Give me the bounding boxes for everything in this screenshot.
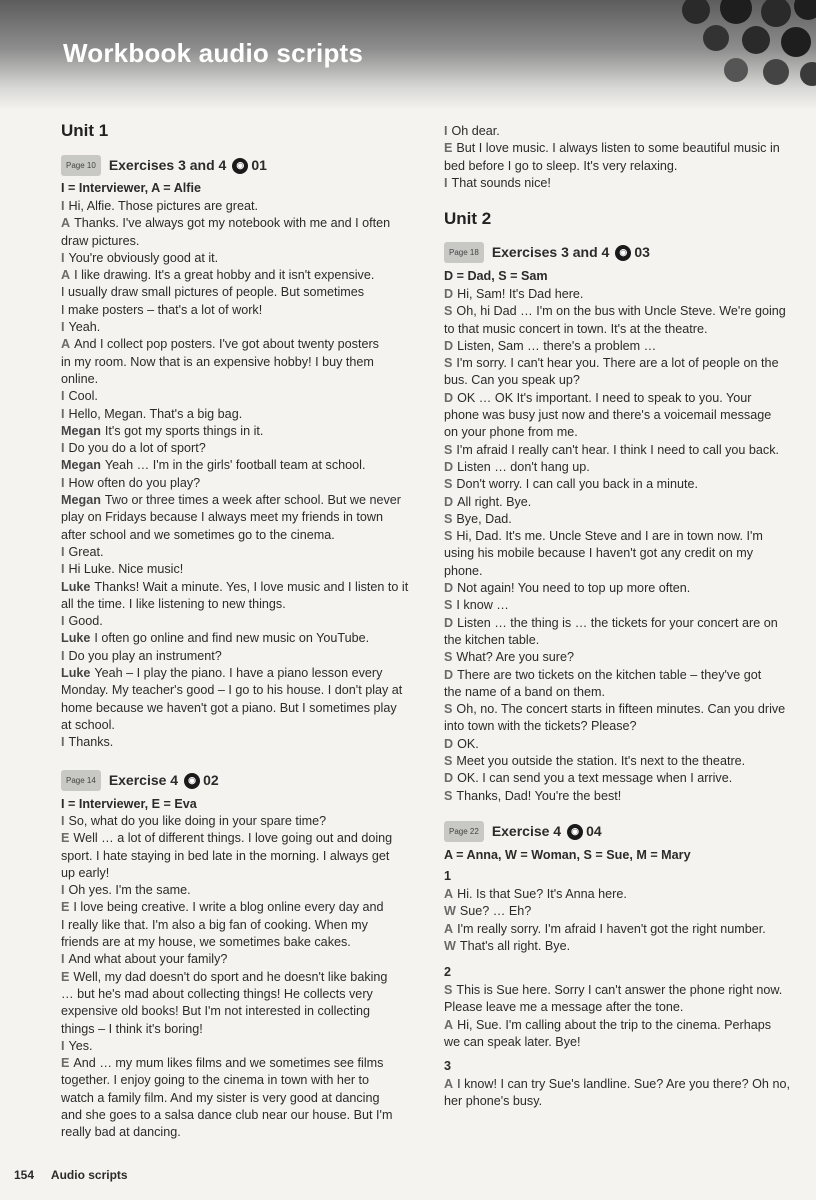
line-text: So, what do you like doing in your spare time? bbox=[68, 814, 327, 828]
dialogue-part-2 bbox=[444, 982, 782, 1051]
speaker-label: I bbox=[61, 199, 65, 213]
speaker-label: I bbox=[61, 1038, 65, 1053]
script-line bbox=[61, 700, 408, 717]
line-text: Two or three times a week after school. But we never bbox=[104, 493, 401, 508]
line-text: Hi, Sue. I'm calling about the trip to the cinema. Perhaps bbox=[457, 1017, 772, 1032]
line-text: I like drawing. It's a great hobby and it isn't expensive. bbox=[74, 268, 375, 283]
script-line bbox=[61, 596, 408, 613]
script-line bbox=[444, 921, 766, 938]
exercise-title: Exercises 3 and 4 bbox=[108, 157, 227, 173]
speaker-label: E bbox=[61, 1056, 70, 1071]
line-text: Bye, Dad. bbox=[456, 511, 512, 526]
speaker-label: I bbox=[61, 475, 65, 490]
script-line bbox=[444, 372, 786, 389]
line-text: I'm afraid I really can't hear. I think I need to call you back. bbox=[456, 442, 780, 457]
line-text: watch a family film. And my sister is very good at dancing bbox=[61, 1090, 380, 1105]
part-number: 3 bbox=[444, 1059, 452, 1073]
speaker-label: E bbox=[61, 969, 70, 984]
speaker-label: D bbox=[444, 390, 454, 405]
speaker-label: E bbox=[61, 831, 70, 846]
speaker-label: Luke bbox=[61, 666, 91, 681]
speaker-label: I bbox=[61, 735, 65, 750]
speaker-label: S bbox=[444, 702, 453, 717]
script-line bbox=[61, 423, 408, 440]
script-line bbox=[61, 215, 408, 232]
script-line bbox=[61, 544, 408, 561]
line-text: That sounds nice! bbox=[451, 175, 551, 190]
script-line bbox=[61, 917, 392, 934]
line-text: we can speak later. Bye! bbox=[444, 1034, 581, 1049]
line-text: This is Sue here. Sorry I can't answer the phone right now. bbox=[456, 983, 783, 997]
script-line bbox=[61, 406, 408, 423]
track-number: 01 bbox=[251, 157, 267, 173]
speaker-label: S bbox=[444, 983, 453, 997]
line-text: That's all right. Bye. bbox=[459, 938, 571, 953]
script-line bbox=[444, 303, 786, 320]
script-line bbox=[61, 492, 408, 509]
script-line bbox=[61, 250, 408, 267]
script-line bbox=[444, 286, 786, 303]
script-line bbox=[444, 684, 786, 701]
line-text: to that music concert in town. It's at the theatre. bbox=[444, 321, 708, 336]
line-text: together. I enjoy going to the cinema in town with her to bbox=[61, 1073, 370, 1088]
script-line bbox=[444, 476, 786, 493]
line-text: Hi, Alfie. Those pictures are great. bbox=[68, 199, 258, 213]
line-text: online. bbox=[61, 371, 99, 386]
page-tag: Page 22 bbox=[444, 821, 484, 842]
script-line bbox=[444, 459, 786, 476]
line-text: I know … bbox=[456, 598, 509, 613]
script-line bbox=[61, 1107, 392, 1124]
script-line bbox=[61, 579, 408, 596]
script-line bbox=[61, 865, 392, 882]
speaker-label: S bbox=[444, 477, 453, 492]
speaker-label: Megan bbox=[61, 458, 101, 473]
speaker-label: W bbox=[444, 904, 456, 919]
speaker-label: Megan bbox=[61, 423, 101, 438]
line-text: Yeah. bbox=[68, 320, 101, 335]
line-text: at school. bbox=[61, 717, 115, 732]
script-line bbox=[61, 284, 408, 301]
decorative-circles bbox=[636, 0, 816, 100]
script-line bbox=[444, 407, 786, 424]
script-line bbox=[61, 388, 408, 405]
script-line bbox=[61, 934, 392, 951]
exercise-title: Exercise 4 bbox=[108, 772, 179, 788]
script-line bbox=[61, 1055, 392, 1072]
part-number: 2 bbox=[444, 965, 452, 979]
part-number: 1 bbox=[444, 869, 452, 883]
line-text: Hi Luke. Nice music! bbox=[68, 562, 184, 577]
track-number: 03 bbox=[634, 244, 650, 260]
line-text: I often go online and find new music on YouTube. bbox=[94, 631, 370, 646]
line-text: How often do you play? bbox=[68, 475, 201, 490]
script-line bbox=[444, 442, 786, 459]
page-number: 154 bbox=[14, 1168, 35, 1182]
speaker-label: Luke bbox=[61, 579, 91, 594]
speaker-label: D bbox=[444, 736, 454, 751]
line-text: the kitchen table. bbox=[444, 632, 540, 647]
speaker-label: A bbox=[444, 1077, 454, 1091]
speaker-label: Megan bbox=[61, 493, 101, 508]
line-text: phone was busy just now and there's a voicemail message bbox=[444, 408, 772, 423]
line-text: I make posters – that's a lot of work! bbox=[61, 302, 263, 317]
script-line bbox=[444, 321, 786, 338]
speaker-label: I bbox=[444, 124, 448, 138]
speaker-label: I bbox=[61, 320, 65, 335]
script-line bbox=[61, 682, 408, 699]
script-line bbox=[444, 1076, 790, 1093]
line-text: using his mobile because I haven't got any credit on my bbox=[444, 546, 754, 561]
line-text: Listen … don't hang up. bbox=[457, 459, 590, 474]
line-text: OK. I can send you a text message when I arrive. bbox=[457, 771, 733, 786]
track-number: 04 bbox=[586, 823, 602, 839]
script-line bbox=[61, 1038, 392, 1055]
script-line bbox=[444, 123, 780, 140]
script-line bbox=[444, 999, 782, 1016]
speaker-label: I bbox=[61, 883, 65, 898]
exercise-heading-3 bbox=[444, 242, 650, 263]
script-line bbox=[61, 986, 392, 1003]
line-text: Thanks, Dad! You're the best! bbox=[456, 788, 622, 803]
script-line bbox=[444, 938, 766, 955]
script-line bbox=[444, 667, 786, 684]
script-line bbox=[61, 1090, 392, 1107]
line-text: Don't worry. I can call you back in a minute. bbox=[456, 477, 698, 492]
line-text: Listen … the thing is … the tickets for your concert are on bbox=[457, 615, 778, 630]
line-text: Thanks. bbox=[68, 735, 114, 750]
page-title: Workbook audio scripts bbox=[63, 38, 364, 68]
script-line bbox=[61, 951, 392, 968]
script-line bbox=[444, 886, 766, 903]
speaker-key: I = Interviewer, A = Alfie bbox=[61, 181, 201, 195]
line-text: And I collect pop posters. I've got about twenty posters bbox=[74, 337, 379, 352]
line-text: Listen, Sam … there's a problem … bbox=[457, 338, 657, 353]
line-text: Well, my dad doesn't do sport and he doesn't like baking bbox=[73, 969, 388, 984]
script-line bbox=[61, 371, 408, 388]
line-text: and she goes to a salsa dance club near our house. But I'm bbox=[61, 1108, 393, 1123]
line-text: on your phone from me. bbox=[444, 425, 578, 440]
speaker-label: I bbox=[61, 544, 65, 559]
line-text: in my room. Now that is an expensive hobby! I buy them bbox=[61, 354, 374, 369]
line-text: home because we haven't got a piano. But I sometimes play bbox=[61, 700, 397, 715]
line-text: Thanks. I've always got my notebook with me and I often bbox=[74, 216, 391, 231]
script-line bbox=[444, 597, 786, 614]
script-line bbox=[444, 175, 780, 192]
script-line bbox=[444, 140, 780, 157]
line-text: Hi, Sam! It's Dad here. bbox=[457, 287, 584, 301]
line-text: And what about your family? bbox=[68, 952, 228, 967]
speaker-label: S bbox=[444, 511, 453, 526]
track-number: 02 bbox=[203, 772, 219, 788]
script-line bbox=[61, 1124, 392, 1141]
line-text: into town with the tickets? Please? bbox=[444, 719, 637, 734]
exercise-title: Exercises 3 and 4 bbox=[491, 244, 610, 260]
line-text: Hi. Is that Sue? It's Anna here. bbox=[457, 887, 627, 901]
script-line bbox=[61, 198, 408, 215]
script-line bbox=[444, 736, 786, 753]
audio-cd-icon: ◉ bbox=[232, 158, 248, 174]
script-line bbox=[444, 1034, 782, 1051]
line-text: I love being creative. I write a blog online every day and bbox=[73, 900, 384, 915]
script-line bbox=[61, 457, 408, 474]
line-text: friends are at my house, we sometimes bake cakes. bbox=[61, 935, 351, 950]
script-line bbox=[444, 770, 786, 787]
line-text: And … my mum likes films and we sometimes see films bbox=[73, 1056, 384, 1071]
page-tag: Page 14 bbox=[61, 770, 101, 791]
script-line bbox=[444, 1093, 790, 1110]
line-text: Well … a lot of different things. I love going out and doing bbox=[73, 831, 393, 846]
line-text: Monday. My teacher's good – I go to his house. I don't play at bbox=[61, 683, 403, 698]
script-line bbox=[61, 630, 408, 647]
script-line bbox=[61, 267, 408, 284]
script-line bbox=[61, 354, 408, 371]
dialogue-continued bbox=[444, 123, 780, 192]
page-tag: Page 10 bbox=[61, 155, 101, 176]
line-text: Thanks! Wait a minute. Yes, I love music and I listen to it bbox=[94, 579, 409, 594]
page-tag: Page 18 bbox=[444, 242, 484, 263]
line-text: play on Fridays because I always meet my friends in town bbox=[61, 510, 383, 525]
line-text: I'm really sorry. I'm afraid I haven't got the right number. bbox=[457, 921, 766, 936]
script-line bbox=[444, 753, 786, 770]
script-line bbox=[61, 613, 408, 630]
speaker-label: D bbox=[444, 581, 454, 596]
script-line bbox=[444, 158, 780, 175]
line-text: All right. Bye. bbox=[457, 494, 532, 509]
script-line bbox=[61, 717, 408, 734]
speaker-label: A bbox=[61, 216, 71, 231]
line-text: expensive old books! But I'm not interested in collecting bbox=[61, 1004, 371, 1019]
dialogue-part-1 bbox=[444, 886, 766, 955]
exercise-heading-1 bbox=[61, 155, 267, 176]
script-line bbox=[444, 545, 786, 562]
line-text: all the time. I like listening to new things. bbox=[61, 596, 286, 611]
line-text: really bad at dancing. bbox=[61, 1125, 181, 1140]
audio-cd-icon: ◉ bbox=[184, 773, 200, 789]
speaker-label: I bbox=[444, 175, 448, 190]
script-line bbox=[61, 1003, 392, 1020]
exercise-heading-2 bbox=[61, 770, 219, 791]
speaker-label: D bbox=[444, 771, 454, 786]
script-line bbox=[444, 632, 786, 649]
speaker-label: S bbox=[444, 304, 453, 319]
speaker-label: I bbox=[61, 648, 65, 663]
script-line bbox=[444, 424, 786, 441]
line-text: her phone's busy. bbox=[444, 1094, 543, 1109]
line-text: bed before I go to sleep. It's very relaxing. bbox=[444, 158, 678, 173]
line-text: Hello, Megan. That's a big bag. bbox=[68, 406, 243, 421]
exercise-heading-4 bbox=[444, 821, 602, 842]
script-line bbox=[444, 355, 786, 372]
line-text: I'm sorry. I can't hear you. There are a lot of people on the bbox=[456, 356, 779, 371]
line-text: Oh, hi Dad … I'm on the bus with Uncle Steve. We're going bbox=[456, 304, 786, 319]
script-line bbox=[444, 511, 786, 528]
script-line bbox=[61, 475, 408, 492]
speaker-label: E bbox=[61, 900, 70, 915]
script-line bbox=[444, 903, 766, 920]
line-text: Yeah – I play the piano. I have a piano lesson every bbox=[94, 666, 383, 681]
speaker-label: S bbox=[444, 442, 453, 457]
script-line bbox=[444, 580, 786, 597]
line-text: But I love music. I always listen to some beautiful music in bbox=[456, 141, 780, 156]
speaker-label: I bbox=[61, 441, 65, 456]
speaker-label: A bbox=[61, 268, 71, 283]
line-text: Yes. bbox=[68, 1038, 93, 1053]
speaker-label: D bbox=[444, 494, 454, 509]
speaker-label: I bbox=[61, 614, 65, 629]
line-text: You're obviously good at it. bbox=[68, 250, 219, 265]
script-line bbox=[444, 788, 786, 805]
speaker-label: I bbox=[61, 952, 65, 967]
script-line bbox=[444, 718, 786, 735]
audio-cd-icon: ◉ bbox=[567, 824, 583, 840]
speaker-label: Luke bbox=[61, 631, 91, 646]
line-text: Do you do a lot of sport? bbox=[68, 441, 206, 456]
speaker-key: I = Interviewer, E = Eva bbox=[61, 797, 197, 811]
speaker-key: A = Anna, W = Woman, S = Sue, M = Mary bbox=[444, 848, 691, 862]
speaker-label: S bbox=[444, 356, 453, 371]
line-text: I really like that. I'm also a big fan of cooking. When my bbox=[61, 917, 368, 932]
script-line bbox=[61, 830, 392, 847]
script-line bbox=[61, 561, 408, 578]
line-text: What? Are you sure? bbox=[456, 650, 575, 665]
script-line bbox=[444, 982, 782, 999]
script-line bbox=[61, 527, 408, 544]
script-line bbox=[444, 563, 786, 580]
script-line bbox=[444, 528, 786, 545]
script-line bbox=[61, 882, 392, 899]
script-line bbox=[61, 319, 408, 336]
line-text: sport. I hate staying in bed late in the morning. I always get bbox=[61, 848, 390, 863]
speaker-label: W bbox=[444, 938, 456, 953]
speaker-label: A bbox=[444, 887, 454, 901]
script-line bbox=[444, 390, 786, 407]
speaker-label: I bbox=[61, 389, 65, 404]
line-text: Good. bbox=[68, 614, 103, 629]
line-text: It's got my sports things in it. bbox=[104, 423, 264, 438]
exercise-title: Exercise 4 bbox=[491, 823, 562, 839]
script-line bbox=[61, 734, 408, 751]
page-footer bbox=[14, 1168, 142, 1182]
script-line bbox=[444, 649, 786, 666]
line-text: Meet you outside the station. It's next to the theatre. bbox=[456, 754, 746, 769]
script-line bbox=[61, 648, 408, 665]
unit-2-heading: Unit 2 bbox=[444, 209, 492, 228]
line-text: Do you play an instrument? bbox=[68, 648, 222, 663]
line-text: Please leave me a message after the tone. bbox=[444, 1000, 684, 1015]
speaker-label: I bbox=[61, 406, 65, 421]
line-text: the name of a band on them. bbox=[444, 684, 606, 699]
line-text: Oh yes. I'm the same. bbox=[68, 883, 191, 898]
line-text: Oh dear. bbox=[451, 124, 500, 138]
line-text: Cool. bbox=[68, 389, 98, 404]
line-text: Sue? … Eh? bbox=[459, 904, 532, 919]
dialogue-part-3 bbox=[444, 1076, 790, 1111]
line-text: draw pictures. bbox=[61, 233, 140, 248]
line-text: Great. bbox=[68, 544, 104, 559]
dialogue-ex1 bbox=[61, 198, 408, 752]
script-line bbox=[61, 302, 408, 319]
speaker-label: I bbox=[61, 250, 65, 265]
line-text: Oh, no. The concert starts in fifteen minutes. Can you drive bbox=[456, 702, 786, 717]
speaker-label: I bbox=[61, 562, 65, 577]
speaker-label: S bbox=[444, 754, 453, 769]
speaker-label: I bbox=[61, 814, 65, 828]
line-text: up early! bbox=[61, 865, 110, 880]
footer-label: Audio scripts bbox=[50, 1168, 128, 1182]
speaker-label: S bbox=[444, 650, 453, 665]
line-text: bus. Can you speak up? bbox=[444, 373, 580, 388]
dialogue-ex3 bbox=[444, 286, 786, 805]
dialogue-ex2 bbox=[61, 813, 392, 1142]
script-line bbox=[444, 1017, 782, 1034]
script-line bbox=[61, 665, 408, 682]
line-text: OK … OK It's important. I need to speak to you. Your bbox=[457, 390, 752, 405]
line-text: OK. bbox=[457, 736, 479, 751]
speaker-label: A bbox=[61, 337, 71, 352]
script-line bbox=[61, 509, 408, 526]
script-line bbox=[444, 338, 786, 355]
speaker-label: D bbox=[444, 667, 454, 682]
speaker-label: S bbox=[444, 598, 453, 613]
line-text: Not again! You need to top up more often. bbox=[457, 581, 691, 596]
line-text: Hi, Dad. It's me. Uncle Steve and I are in town now. I'm bbox=[456, 529, 763, 544]
script-line bbox=[61, 969, 392, 986]
script-line bbox=[444, 701, 786, 718]
audio-cd-icon: ◉ bbox=[615, 245, 631, 261]
script-line bbox=[61, 1021, 392, 1038]
line-text: … but he's mad about collecting things! He collects very bbox=[61, 986, 373, 1001]
line-text: after school and we sometimes go to the cinema. bbox=[61, 527, 335, 542]
speaker-label: D bbox=[444, 287, 454, 301]
script-line bbox=[61, 233, 408, 250]
unit-1-heading: Unit 1 bbox=[61, 121, 109, 140]
script-line bbox=[61, 1072, 392, 1089]
line-text: phone. bbox=[444, 563, 483, 578]
script-line bbox=[444, 494, 786, 511]
line-text: things – I think it's boring! bbox=[61, 1021, 203, 1036]
line-text: Yeah … I'm in the girls' football team at school. bbox=[104, 458, 366, 473]
speaker-label: D bbox=[444, 459, 454, 474]
script-line bbox=[61, 813, 392, 830]
speaker-label: S bbox=[444, 529, 453, 544]
line-text: There are two tickets on the kitchen table – they've got bbox=[457, 667, 762, 682]
line-text: I usually draw small pictures of people. But sometimes bbox=[61, 285, 365, 300]
script-line bbox=[61, 336, 408, 353]
speaker-label: A bbox=[444, 921, 454, 936]
script-line bbox=[61, 848, 392, 865]
speaker-label: A bbox=[444, 1017, 454, 1032]
script-line bbox=[61, 899, 392, 916]
line-text: I know! I can try Sue's landline. Sue? Are you there? Oh no, bbox=[457, 1077, 790, 1091]
speaker-label: S bbox=[444, 788, 453, 803]
speaker-label: E bbox=[444, 141, 453, 156]
script-line bbox=[61, 440, 408, 457]
speaker-label: D bbox=[444, 615, 454, 630]
speaker-label: D bbox=[444, 338, 454, 353]
speaker-key: D = Dad, S = Sam bbox=[444, 269, 548, 283]
script-line bbox=[444, 615, 786, 632]
